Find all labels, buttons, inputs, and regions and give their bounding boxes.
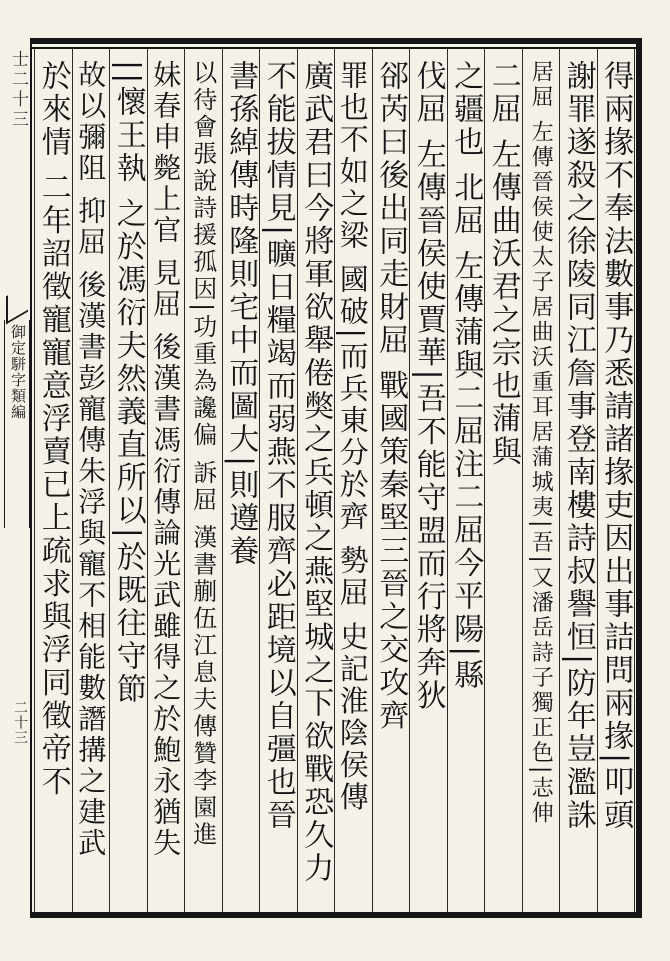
text-column: 二屈 左傳曲沃君之宗也蒲與 <box>485 60 521 469</box>
text-column: 之疆也 北屈 左傳蒲與二屈注二屈今平陽|縣 <box>448 60 484 693</box>
margin-page-number: 二十三 <box>12 700 28 745</box>
text-column: 於來情 二年詔徵寵寵意浮賣已上疏求與浮同徵帝不 <box>35 60 71 799</box>
margin-header-fragment: 士二十三 <box>8 50 28 130</box>
text-column: 郤芮曰後出同走財屈 戰國策秦堅三晉之交攻齊 <box>373 60 409 733</box>
text-column: 以待會張說詩援孤因|功重為讒偏 訴屈 漢書蒯伍江息夫傳贊李園進 <box>188 60 217 849</box>
text-column: 伐屈 左傳晉侯使賈華|吾不能守盟而行將奔狄 <box>410 60 446 713</box>
text-column: 得兩掾不奉法數事乃悉請諸掾吏因出事詰問兩掾|叩頭 <box>598 60 634 833</box>
text-column: 謝罪遂殺之徐陵同江詹事登南樓詩叔譽恒|防年豈濫誅 <box>560 60 596 833</box>
text-column: 故以彌阻 抑屈 後漢書彭寵傳朱浮與寵不相能數譖搆之建武 <box>74 60 108 859</box>
margin-book-title: 御定駢字類編 <box>4 320 30 528</box>
bottom-border <box>30 912 642 918</box>
text-column: ||懷王執 之於馮衍夫然義直所以|於既往守節 <box>110 60 146 706</box>
text-column: 妹春申斃上官 見屈 後漢書馮衍傳論光武雖得之於鮑永猶失 <box>149 60 183 859</box>
text-column: 罪也不如之梁 國破|而兵東分於齊 勢屈 史記淮陰侯傳 <box>335 60 370 814</box>
text-column: 不能拔情見|曠日糧竭而弱燕不服齊必距境以自彊也晉 <box>260 60 296 833</box>
text-column: 書孫綽傳時隆則宅中而圖大|則遵養 <box>223 60 259 569</box>
top-border <box>30 38 642 44</box>
text-column: 廣武君曰今將軍欲舉倦獘之兵頓之燕堅城之下欲戰恐久力 <box>298 60 334 885</box>
text-column: 居屈 左傳晉侯使太子居曲沃重耳居蒲城夷|吾|又潘岳詩子獨正色|志伸 <box>528 60 554 827</box>
top-inner-border <box>30 47 642 49</box>
